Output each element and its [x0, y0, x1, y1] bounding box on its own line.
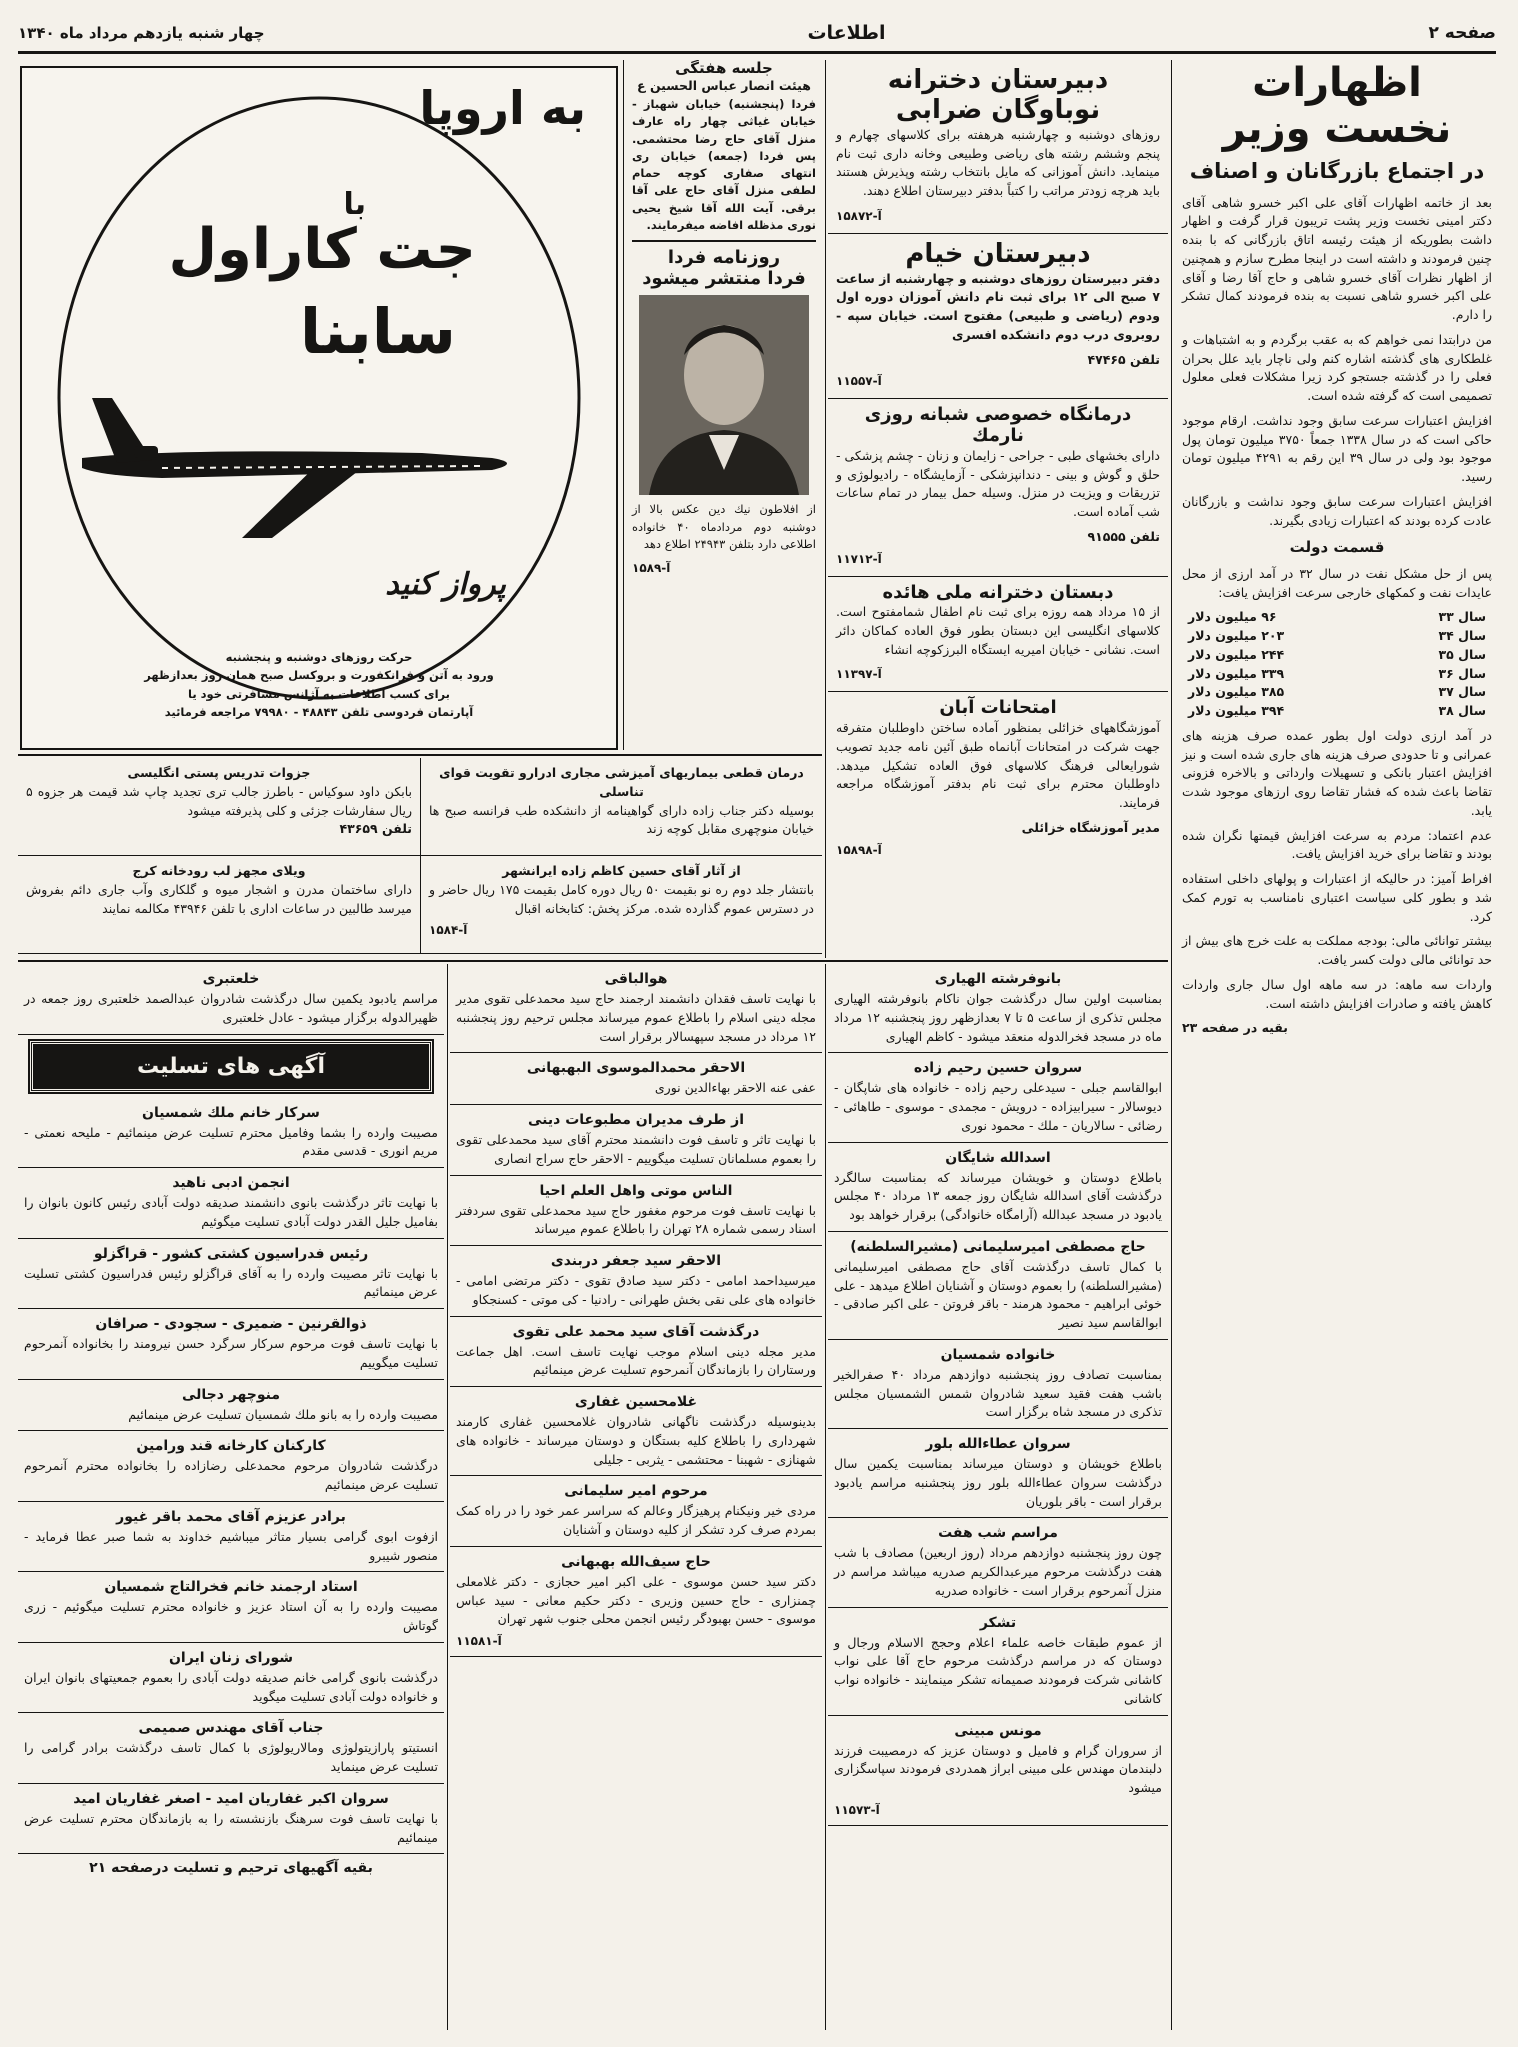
- obit-text: بدینوسیله درگذشت ناگهانی شادروان غلامحسین غفاری کارمند شهرداری را باطلاع کلیه بستگان و دوستان میرساند - خانواده های شهنازی - شهبنا - محتشمی - یثربی - جلیلی: [456, 1414, 816, 1467]
- obit-text: از سروران گرام و فامیل و دوستان عزیز که درمصیبت فرزند دلبندمان مهندس علی مبینی ابراز همدردی فرمودند سپاسگزاری میشود: [834, 1742, 1162, 1795]
- ad-plane-line2: با: [343, 187, 366, 222]
- obit-text: بمناسبت تصادف روز پنجشنبه دوازدهم مرداد ۴۰ صفرالخیر باشب هفت فقید سعید شادروان شمس الشمسیان مجلس تذکری در مسجد شاه برگزار است: [834, 1366, 1163, 1420]
- pm-paragraph: افراط آمیز: در حالیکه از اعتبارات و پولهای داخلی استفاده شد و بطور کلی سیاست اعتباری نامناسب به تورم کمک کرد.: [1182, 871, 1492, 924]
- obits-middle-column: [450, 964, 822, 2030]
- pm-paragraph: عدم اعتماد: مردم به سرعت افزایش قیمتها نگران شده بودند و تقاضا برای خرید افزایش یافت.: [1182, 827, 1492, 862]
- pm-paragraph: در آمد ارزی دولت اول بطور عمده صرف هزینه های عمرانی و تا حدودی صرف هزینه های جاری شده است و نیز افزایش اعتبار بانکی و تسهیلات وارداتی و بالاخره فزونی تقاضا باعث شده که فشار تقاضا روی ارزهای موجود شدت یابد.: [1182, 727, 1492, 818]
- stat-year: سال ۳۸: [1438, 703, 1486, 718]
- obit-text: میرسیداحمد امامی - دکتر سید صادق تقوی - دکتر مرتضی امامی - خانواده های علی نقی بخش طهرانی - رادنیا - کی موتی - کسنجکاو: [456, 1273, 816, 1307]
- clinic-text: دارای بخشهای طبی - جراحی - زایمان و زنان - چشم پزشکی - حلق و گوش و بینی - دندانپزشکی - آزمایشگاه - رادیولوژی و تزریقات و ویزیت در منزل. وسیله حمل بیمار در تمام ساعات شب آماده است.: [836, 447, 1160, 520]
- ad-code: آ-۱۵۸۹۸: [836, 842, 882, 857]
- ad-plane-tagline: پرواز کنید: [385, 567, 506, 602]
- school-haedeh-ad: [828, 577, 1168, 693]
- obit-title: هوالباقی: [604, 971, 668, 987]
- obit-notice: [450, 1105, 822, 1176]
- pm-paragraph: من درابتدا نمی خواهم که به عقب برگردم و به اشتباهات و غلطکاری های گذشته اشاره کنم ولی ناچار باید علل بحران فعلی را در گذشته جستجو کرد زیرا مشکلات فعلی معلول تصمیمی است که گرفته شده است.: [1182, 331, 1492, 403]
- obit-title: خانواده شمسیان: [940, 1346, 1056, 1363]
- obit-title: تشکر: [979, 1614, 1017, 1631]
- clinic-ad: [828, 399, 1168, 576]
- obit-title: الاحقر سید جعفر دربندی: [550, 1253, 722, 1269]
- obit-notice: [828, 1608, 1168, 1716]
- obit-text: با نهایت تاثر و تاسف فوت دانشمند محترم آقای سید محمدعلی تقوی را بعموم مسلمانان تسلیت میگوییم - الاحقر حاج سراج انصاری: [456, 1132, 816, 1166]
- school-nobavegan-text: روزهای دوشنبه و چهارشنبه هرهفته برای کلاسهای چهارم و پنجم وششم رشته های ریاضی وطبیعی وخانه داری ثبت نام مینماید. دانش آموزانی که مایل بانتخاب رشته وپذیرش هستند باید هرچه زودتر مراتب را کتباً بدفتر دبیرستان اطلاع دهند.: [836, 126, 1160, 199]
- obit-notice: [450, 964, 822, 1053]
- obits-right-column: [828, 964, 1168, 2030]
- obit-text: مصیبت وارده را به بانو ملك شمسیان تسلیت عرض مینمائیم: [128, 1406, 438, 1422]
- school-nobavegan-title: دبیرستان دخترانه: [887, 65, 1109, 95]
- obit-text: از عموم طبقات خاصه علماء اعلام وحجج الاسلام ورجال و دوستان که در مراسم درگذشت مرحوم حاج آقا علی نواب کاشانی شرکت فرمودند صمیمانه تشکر مینمایند - خانواده نواب کاشانی: [834, 1634, 1162, 1706]
- small-ad-title: درمان قطعی بیماریهای آمیزشی مجاری ادرارو تقویت قوای تناسلی: [439, 765, 804, 799]
- obit-notice: [18, 1168, 444, 1239]
- pm-paragraph: بیشتر توانائی مالی: بودجه مملکت به علت خرج های بیش از حد توانائی مالی دولت کسر یافت.: [1182, 933, 1492, 967]
- exam-title: امتحانات آبان: [939, 697, 1057, 719]
- pm-paragraph: بعد از خاتمه اظهارات آقای علی اکبر خسرو شاهی آقای دکتر امینی نخست وزیر پشت تریبون قرار گرفت و اظهار داشت بطوریکه از هیئت رئیسه اتاق بازرگانی که با بنده چنین فرمودند و داشته است در اینجا مطرح سازم و همچنین از اظهار نظرات آقای خسرو شاهی و حاج آقا رضا و آقای علی اکبر خسرو شاهی نسبت به بنده فرمودند کمال تشکر را دارم.: [1182, 194, 1492, 322]
- obit-notice: [828, 1716, 1168, 1826]
- obit-notice: [18, 1431, 444, 1502]
- obit-text: با نهایت تاسف فقدان دانشمند ارجمند حاج سید محمدعلی تقوی مدیر مجله دینی اسلام را باطلاع عموم میرساند مجلس ترحیم روز پنجشنبه ۱۲ مرداد در مسجد سپهسالار برقرار است: [456, 991, 816, 1044]
- obit-title: رئیس فدراسیون کشتی کشور - قراگزلو: [93, 1245, 369, 1262]
- newspaper-subtitle: فردا منتشر میشود: [642, 267, 806, 289]
- exam-ad: [828, 692, 1168, 866]
- obit-notice: [450, 1387, 822, 1476]
- ad-code: آ-۱۵۸۹: [632, 561, 671, 576]
- obit-text: بمناسبت اولین سال درگذشت جوان ناکام بانوفرشته الهیاری مجلس تذکری از ساعت ۵ تا ۷ بعدازظهر روز پنجشنبه ۱۲ مرداد ماه در مسجد فخرالدوله منعقد میشود - کاظم الهیاری: [834, 991, 1162, 1044]
- obit-notice: [18, 1784, 444, 1855]
- obit-title: شورای زنان ایران: [168, 1649, 294, 1666]
- ad-code: آ-۱۵۸۷۲: [836, 208, 882, 223]
- obit-notice: [18, 1098, 444, 1169]
- school-nobavegan-subtitle: نوباوگان ضرابی: [895, 94, 1101, 125]
- small-ad: [18, 758, 420, 856]
- stat-row: [1182, 702, 1492, 721]
- ad-code: آ-۱۱۳۹۷: [836, 667, 882, 682]
- school-khayam-title: دبیرستان خیام: [905, 238, 1091, 269]
- small-ad-title: از آثار آقای حسین کاظم زاده ایرانشهر: [502, 863, 741, 878]
- obit-notice: [18, 1502, 444, 1573]
- small-ad-text: بانتشار جلد دوم ره نو بقیمت ۵۰ ریال دوره کامل بقیمت ۱۷۵ ریال حاضر و در دسترس عموم گذارده شده. مرکز پخش: کتابخانه اقبال: [429, 881, 814, 916]
- obit-notice: [828, 1143, 1168, 1232]
- pm-paragraph: واردات سه ماهه: در سه ماهه اول سال جاری واردات کاهش یافته و صادرات افزایش داشته است.: [1182, 976, 1492, 1011]
- meeting-title: جلسه هفتگی: [675, 60, 773, 77]
- obit-title: استاد ارجمند خانم فخرالتاج شمسیان: [104, 1579, 358, 1596]
- obit-title: مونس مبینی: [954, 1722, 1042, 1739]
- obit-title: حاج مصطفی امیرسلیمانی (مشیرالسلطنه): [850, 1238, 1146, 1255]
- stat-row: [1182, 683, 1492, 702]
- ad-plane-info2: ورود به آتن و فرانکفورت و بروکسل صبح همان روز بعدازظهر: [144, 668, 494, 683]
- school-khayam-text: دفتر دبیرستان روزهای دوشنبه و چهارشنبه از ساعت ۷ صبح الی ۱۲ برای ثبت نام دانش آموزان دوره اول ودوم (ریاضی و طبیعی) مفتوح است. خیابان سپه - روبروی درب دوم دانشکده افسری: [836, 270, 1160, 342]
- ad-code: آ-۱۱۷۱۲: [836, 551, 882, 566]
- obit-title: مرحوم امیر سلیمانی: [564, 1483, 708, 1500]
- stat-year: سال ۳۴: [1438, 628, 1486, 643]
- stat-value: ۹۶ میلیون دلار: [1188, 609, 1277, 625]
- page-number: صفحه ۲: [1428, 22, 1496, 43]
- obit-text: باطلاع دوستان و خویشان میرساند که بمناسبت سالگرد درگذشت آقای اسدالله شایگان روز جمعه ۱۳ مرداد ۴۰ مجلس یادبود در مسجد عبدالله (آرامگاه خانوادگی) برقرار خواهد بود: [834, 1169, 1163, 1222]
- obit-title: الناس موتی واهل العلم احیا: [539, 1182, 733, 1199]
- obit-title: جناب آقای مهندس صمیمی: [138, 1720, 324, 1737]
- obit-title: درگذشت آقای سید محمد علی تقوی: [512, 1323, 760, 1340]
- stat-year: سال ۳۶: [1438, 665, 1486, 681]
- obit-khalatbari: [18, 964, 444, 1035]
- obit-text: دکتر سید حسن موسوی - علی اکبر امیر حجازی - دکتر غلامعلی چمنزاری - حاج حسین وزیری - دکتر حکیم معانی - سید عباس موسوی - حسن بهبودگر رئیس انجمن محلی جنوب شهر تهران: [456, 1573, 816, 1627]
- obit-title: سروان عطاءالله بلور: [925, 1436, 1071, 1452]
- obits-left-column: [18, 964, 444, 2030]
- small-ad-title: جزوات تدریس پستی انگلیسی: [127, 765, 311, 780]
- obit-text: درگذشت بانوی گرامی خانم صدیقه دولت آبادی را بعموم جمعیتهای بانوان ایران و خانواده دولت آبادی تسلیت میگوید: [24, 1669, 438, 1704]
- newspaper-title: روزنامه فردا: [667, 247, 781, 268]
- stat-value: ۳۳۹ میلیون دلار: [1188, 665, 1285, 681]
- obit-text: مصیبت وارده را به آن استاد عزیز و خانواده محترم تسلیت میگوئیم - زری گوتاش: [24, 1599, 438, 1633]
- stat-row: [1182, 608, 1492, 627]
- obit-text: مراسم یادبود یکمین سال درگذشت شادروان عبدالصمد خلعتبری روز جمعه در ظهیرالدوله برگزار میشود - عادل خلعتبری: [24, 991, 438, 1025]
- exam-signature: مدیر آموزشگاه خزائلی: [1021, 819, 1160, 835]
- obit-text: ابوالقاسم جبلی - سیدعلی رحیم زاده - خانواده های شاپگان - دیوسالار - سیرابیزاده - درویش - مجمدی - موسوی - طاهائی - رضائی - سالاریان - ملك - محمود نوری: [834, 1080, 1162, 1133]
- clinic-title: درمانگاه خصوصی شبانه روزی نارمك: [864, 404, 1132, 447]
- obit-title: برادر عزیزم آقای محمد باقر غیور: [116, 1508, 346, 1525]
- obit-text: انستیتو پارازیتولوژی ومالاریولوژی با کمال تاسف درگذشت برادر گرامی را تسلیت عرض مینماید: [24, 1740, 438, 1774]
- obit-text: مردی خیر ونیکنام پرهیزگار وعالم که سراسر عمر خود را در راه کمک بمردم صرف کرد تشکر از کلیه دوستان و آشنایان: [456, 1503, 816, 1537]
- ad-plane-line1: به اروپا: [419, 81, 586, 135]
- meeting-column: [626, 60, 822, 750]
- obit-title: الاحقر محمدالموسوی البهبهانی: [526, 1060, 746, 1077]
- school-ads-column: [828, 60, 1168, 958]
- small-ad-text: دارای ساختمان مدرن و اشجار میوه و گلکاری وآب جاری دائم بفروش میرسد طالبین در ساعات اداری با تلفن ۴۳۹۴۶ مکالمه نمایند: [26, 881, 412, 916]
- stat-row: [1182, 646, 1492, 665]
- obit-notice: [18, 1309, 444, 1380]
- photo-caption: از افلاطون نیك دین عکس بالا از دوشنبه دوم مردادماه ۴۰ خانواده اطلاعی دارد بتلفن ۲۴۹۴۳ اطلاع دهد: [632, 502, 816, 551]
- obit-text: چون روز پنجشنبه دوازدهم مرداد (روز اربعین) مصادف با شب هفت درگذشت مرحوم میرعبدالکریم صدریه میباشد مراسم در منزل آنمرحوم برقرار است - خانواده صدریه: [834, 1545, 1162, 1598]
- obit-notice: [450, 1317, 822, 1388]
- obit-text: با نهایت تاثر درگذشت بانوی دانشمند صدیقه دولت آبادی رئیس کانون بانوان را بفامیل جلیل القدر دولت آبادی تسلیت میگوئیم: [24, 1195, 438, 1229]
- obit-title: خلعتبری: [202, 971, 260, 987]
- obit-notice: [18, 1643, 444, 1714]
- obit-text: مدیر مجله دینی اسلام موجب نهایت تاسف است. اهل جماعت ورستاران را بازماندگان آنمرحوم تسلیت عرض مینمائیم: [456, 1343, 816, 1378]
- small-ad-text: بابکن داود سوکیاس - باطرز جالب تری تجدید چاپ شد قیمت هر جزوه ۵ ریال سفارشات جزئی و کلی پذیرفته میشود: [26, 783, 412, 818]
- newspaper-page: [18, 14, 1496, 2034]
- obit-notice: [828, 1232, 1168, 1340]
- stat-value: ۲۰۳ میلیون دلار: [1188, 628, 1285, 643]
- pm-section-text: پس از حل مشکل نفت در سال ۳۲ در آمد ارزی از محل عایدات نفت و کمکهای خارجی سرعت افزایش یافت:: [1182, 565, 1492, 600]
- obit-notice: [828, 1518, 1168, 1607]
- school-khayam-ad: [828, 234, 1168, 400]
- condolence-banner: آگهی های تسلیت: [30, 1041, 432, 1092]
- obit-title: حاج سیف‌الله بهبهانی: [561, 1553, 711, 1570]
- obit-title: غلامحسین غفاری: [574, 1394, 698, 1410]
- obit-text: عفی عنه الاحقر بهاءالدین نوری: [654, 1080, 816, 1096]
- stat-value: ۳۸۵ میلیون دلار: [1188, 684, 1285, 700]
- obit-notice: [450, 1246, 822, 1317]
- stat-value: ۳۹۴ میلیون دلار: [1188, 703, 1285, 718]
- school-haedeh-title: دبستان دخترانه ملی هائده: [882, 581, 1114, 603]
- stat-row: [1182, 627, 1492, 646]
- obit-notice: [450, 1547, 822, 1657]
- pm-headline: اظهارات نخست وزیر: [1222, 60, 1452, 152]
- obit-text: با کمال تاسف درگذشت آقای حاج مصطفی امیرسلیمانی (مشیرالسلطنه) را بعموم دوستان و آشنایان اطلاع میدهد - علی خوئی ابراهیم - محمود هرمند - باقر فروتن - علی اکبر صادقی - ابوالقاسم سید نصیر: [834, 1258, 1162, 1330]
- pm-statement-column: [1174, 60, 1496, 2030]
- pm-subhead: در اجتماع بازرگانان و اصناف: [1189, 159, 1485, 183]
- portrait-photo: [639, 295, 809, 495]
- obit-notice: [450, 1476, 822, 1547]
- pm-section-title: قسمت دولت: [1289, 538, 1385, 557]
- obit-title: منوچهر دجالی: [181, 1386, 281, 1403]
- obit-text: باطلاع خویشان و دوستان میرساند بمناسبت یکمین سال درگذشت سروان عطاءالله بلور روز پنجشنبه مراسم یادبود برقرار است - باقر بلوریان: [834, 1456, 1162, 1509]
- meeting-text: فردا (پنجشنبه) خیابان شهباز - خیابان غیاثی چهار راه عارف منزل آقای حاج رضا محتشمی. پس فردا (جمعه) خیابان ری انتهای صفاری کوچه حمام لطفی منزل آقای حاج علی آقا برقی. آیت الله آقا شیخ یحیی نوری مذظله افاضه میفرمایند.: [632, 97, 816, 232]
- ad-plane-info3: برای کسب اطلاعات به آژانس مسافرتی خود یا: [188, 686, 450, 701]
- obit-notice: [828, 1340, 1168, 1429]
- obit-text: درگذشت شادروان مرحوم محمدعلی رضازاده را بخانواده محترم آنمرحوم تسلیت عرض مینمائیم: [24, 1458, 438, 1492]
- obit-notice: [18, 1239, 444, 1310]
- obit-text: مصیبت وارده را بشما وفامیل محترم تسلیت عرض مینمائیم - ملیحه نعمتی - مریم انوری - قدسی مقدم: [24, 1124, 438, 1159]
- issue-date: چهار شنبه یازدهم مرداد ماه ۱۳۴۰: [18, 23, 265, 42]
- clinic-phone: تلفن ۹۱۵۵۵: [1087, 528, 1160, 544]
- obits-footer: بقیه آگهیهای ترحیم و تسلیت درصفحه ۲۱: [89, 1860, 373, 1877]
- obit-title: بانوفرشته الهیاری: [934, 971, 1062, 987]
- small-ad: [420, 856, 822, 954]
- obit-title: سروان اکبر غفاریان امید - اصغر غفاریان امید: [73, 1790, 389, 1807]
- meeting-org: هیئت انصار عباس الحسین ع: [637, 78, 811, 94]
- obit-text: با نهایت تاسف فوت سرهنگ بازنشسته را به بازماندگان محترم تسلیت عرض مینمائیم: [24, 1810, 438, 1845]
- ad-code: آ-۱۱۵۵۷: [836, 374, 882, 389]
- obit-title: اسدالله شایگان: [945, 1149, 1051, 1166]
- obit-title: مراسم شب هفت: [938, 1525, 1058, 1542]
- paper-name: اطلاعات: [807, 21, 886, 44]
- obit-notice: [450, 1176, 822, 1247]
- obit-notice: [18, 1572, 444, 1643]
- masthead: [18, 14, 1496, 54]
- obit-title: ذوالقرنین - ضمیری - سجودی - صرافان: [95, 1316, 367, 1332]
- pm-continued: بقیه در صفحه ۲۳: [1182, 1020, 1288, 1036]
- obit-title: سرکار خانم ملك شمسیان: [142, 1104, 320, 1121]
- school-haedeh-text: از ۱۵ مرداد همه روزه برای ثبت نام اطفال شمامفتوح است. کلاسهای انگلیسی این دبستان بطور فوق العاده کماکان دائر است. نشانی - خیابان امیریه ایستگاه البرزکوچه انشاء: [836, 604, 1161, 657]
- school-nobavegan-ad: [828, 60, 1168, 234]
- ad-plane-line3: جت کاراول: [168, 217, 476, 282]
- ad-plane-line4: سابنا: [299, 295, 456, 368]
- stat-value: ۲۴۴ میلیون دلار: [1188, 646, 1285, 662]
- ad-code: آ-۱۱۵۸۱: [456, 1634, 502, 1648]
- obit-text: ازفوت ابوی گرامی بسیار متاثر میباشیم خداوند به شما صبر عطا فرماید - منصور شیبرو: [24, 1528, 438, 1563]
- obit-text: با نهایت تاسف فوت مرحوم سرکار سرگرد حسن نیرومند را بخانواده آنمرحوم تسلیت میگوییم: [24, 1336, 438, 1370]
- exam-text: آموزشگاههای خزائلی بمنظور آماده ساختن داوطلبان متفرقه جهت شرکت در امتحانات آبانماه طبق آئین نامه جدید تصویب شورایعالی فرهنگ کلاسهای فوق العاده تشکیل میدهد. داوطلبان محترم برای ثبت نام بدفتر آموزشگاه مراجعه فرمایند.: [836, 720, 1160, 811]
- small-ad-text: بوسیله دکتر جناب زاده دارای گواهینامه از دانشکده طب فرانسه صبح ها خیابان منوچهری مقابل کوچه زند: [429, 802, 814, 837]
- obit-title: انجمن ادبی ناهید: [172, 1175, 290, 1191]
- small-ad: [18, 856, 420, 954]
- obit-notice: [828, 964, 1168, 1053]
- sabena-airline-ad: [20, 66, 618, 750]
- pm-stats-table: [1182, 608, 1492, 721]
- obit-title: از طرف مدیران مطبوعات دینی: [528, 1112, 744, 1128]
- obit-notice: [450, 1053, 822, 1105]
- ad-plane-info1: حرکت روزهای دوشنبه و پنجشنبه: [225, 650, 413, 664]
- pm-paragraph: افزایش اعتبارات سرعت سابق وجود نداشت و بازرگانان عادت کرده بودند که اعتبارات زیادی بگیرند.: [1182, 493, 1492, 528]
- stat-year: سال ۳۳: [1438, 609, 1486, 625]
- stat-row: [1182, 665, 1492, 684]
- small-ad-title: ویلای مجهز لب رودخانه کرج: [132, 863, 306, 878]
- obit-notice: [18, 1380, 444, 1432]
- school-khayam-phone: تلفن ۴۷۴۶۵: [1087, 351, 1160, 367]
- ad-plane-info4: آپارتمان فردوسی تلفن ۴۸۸۴۳ - ۷۹۹۸۰ مراجعه فرمائید: [164, 705, 474, 720]
- obit-title: سروان حسین رحیم زاده: [913, 1060, 1083, 1077]
- stat-year: سال ۳۵: [1438, 646, 1486, 662]
- obit-text: با نهایت تاسف فوت مرحوم مغفور حاج سید محمدعلی تقوی سردفتر اسناد رسمی شماره ۲۸ تهران را باطلاع عموم میرساند: [456, 1202, 816, 1237]
- obit-text: با نهایت تاثر مصیبت وارده را به آقای قراگزلو رئیس فدراسیون کشتی تسلیت عرض مینمائیم: [24, 1265, 438, 1300]
- ad-code: آ-۱۵۸۴: [429, 923, 468, 938]
- pm-paragraph: افزایش اعتبارات سرعت سابق وجود نداشت. ارقام موجود حاکی است که در سال ۱۳۳۸ جمعاً ۳۷۵۰ میلیون تومان پول موجود بود ولی در سال ۳۹ این رقم به ۴۲۹۱ میلیون تومان رسید.: [1182, 412, 1492, 484]
- obit-title: کارکنان کارخانه قند ورامین: [136, 1438, 326, 1455]
- obit-notice: [828, 1429, 1168, 1518]
- small-ad: [420, 758, 822, 856]
- small-ads-area: [18, 758, 822, 958]
- ad-code: آ-۱۱۵۷۳: [834, 1802, 880, 1817]
- small-ad-phone: تلفن ۴۳۶۵۹: [339, 821, 412, 837]
- obit-notice: [828, 1053, 1168, 1142]
- stat-year: سال ۳۷: [1438, 684, 1486, 700]
- obit-notice: [18, 1713, 444, 1784]
